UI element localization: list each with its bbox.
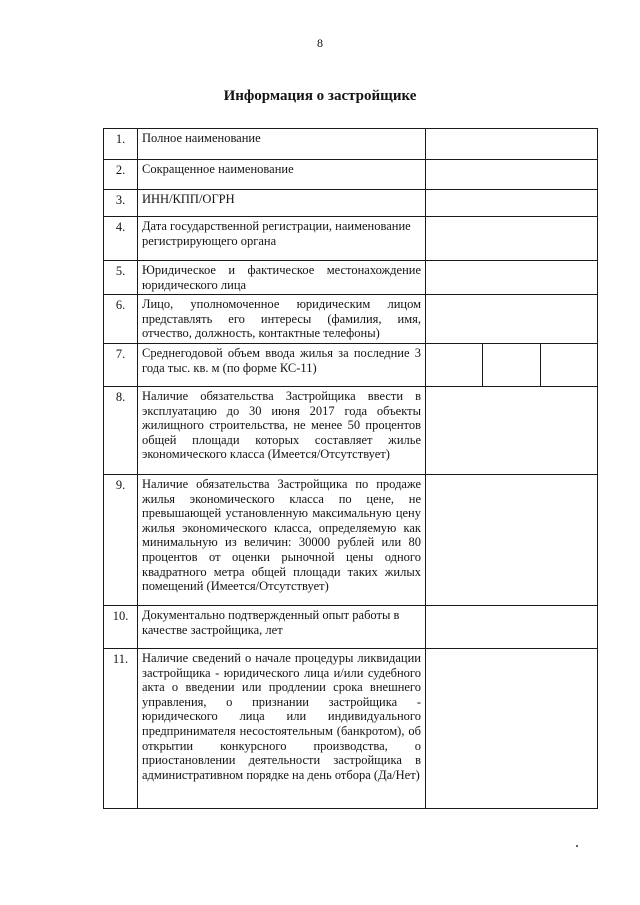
row-label: Наличие сведений о начале процедуры ликвидации застройщика - юридического лица и/или судебного акта о введении или продлении срока внешнего управления, о признании застройщика - юридического лица или индивидуального предпринимателя несостоятельным (банкротом), об открытии конкурсного производства, о приостановлении деятельности застройщика в административном порядке на день отбора (Да/Нет) xyxy=(138,648,426,808)
row-number: 8. xyxy=(104,386,138,474)
value-cell[interactable] xyxy=(426,605,598,648)
row-label: Сокращенное наименование xyxy=(138,160,426,190)
row-label: Наличие обязательства Застройщика по продаже жилья экономического класса по цене, не превышающей установленную максимальную цену жилья экономического класса, определяемую как минимальную из величин: 30000 рублей или 80 процентов от оценки рыночной цены одного квадратного метра общей площади таких жилых помещений (Имеется/Отсутствует) xyxy=(138,474,426,605)
row-label: Полное наименование xyxy=(138,129,426,160)
table-row xyxy=(104,217,598,261)
row-number: 3. xyxy=(104,190,138,217)
value-cell[interactable] xyxy=(426,648,598,808)
value-cell[interactable] xyxy=(426,129,598,160)
row-label: Наличие обязательства Застройщика ввести в эксплуатацию до 30 июня 2017 года объекты жилищного строительства, не менее 50 процентов общей площади которых составляет жилье экономического класса (Имеется/Отсутствует) xyxy=(138,386,426,474)
table-row xyxy=(104,474,598,605)
table-row xyxy=(104,605,598,648)
row-label: ИНН/КПП/ОГРН xyxy=(138,190,426,217)
value-cell-split xyxy=(426,343,598,386)
row-number: 11. xyxy=(104,648,138,808)
table-row xyxy=(104,261,598,295)
value-cell[interactable] xyxy=(426,295,598,344)
table-row xyxy=(104,295,598,344)
row-label: Дата государственной регистрации, наименование регистрирующего органа xyxy=(138,217,426,261)
table-row xyxy=(104,190,598,217)
value-cell[interactable] xyxy=(426,474,598,605)
value-cell[interactable] xyxy=(426,217,598,261)
value-cell[interactable] xyxy=(426,261,598,295)
value-subcell[interactable] xyxy=(426,344,482,386)
developer-info-table xyxy=(103,128,598,809)
row-number: 5. xyxy=(104,261,138,295)
row-number: 9. xyxy=(104,474,138,605)
table-row xyxy=(104,648,598,808)
page-title: Информация о застройщике xyxy=(223,88,417,104)
page-number: 8 xyxy=(317,36,323,50)
row-number: 7. xyxy=(104,343,138,386)
value-cell[interactable] xyxy=(426,190,598,217)
row-number: 10. xyxy=(104,605,138,648)
table-row xyxy=(104,160,598,190)
row-number: 1. xyxy=(104,129,138,160)
row-label: Документально подтвержденный опыт работы в качестве застройщика, лет xyxy=(138,605,426,648)
row-number: 2. xyxy=(104,160,138,190)
value-cell[interactable] xyxy=(426,160,598,190)
scan-speck xyxy=(576,845,578,847)
value-subcell[interactable] xyxy=(540,344,597,386)
table-row xyxy=(104,386,598,474)
value-subcell[interactable] xyxy=(482,344,539,386)
value-cell[interactable] xyxy=(426,386,598,474)
row-number: 6. xyxy=(104,295,138,344)
row-number: 4. xyxy=(104,217,138,261)
table-row xyxy=(104,129,598,160)
row-label: Юридическое и фактическое местонахождение юридического лица xyxy=(138,261,426,295)
row-label: Лицо, уполномоченное юридическим лицом представлять его интересы (фамилия, имя, отчество, должность, контактные телефоны) xyxy=(138,295,426,344)
table-row xyxy=(104,343,598,386)
row-label: Среднегодовой объем ввода жилья за последние 3 года тыс. кв. м (по форме КС-11) xyxy=(138,343,426,386)
